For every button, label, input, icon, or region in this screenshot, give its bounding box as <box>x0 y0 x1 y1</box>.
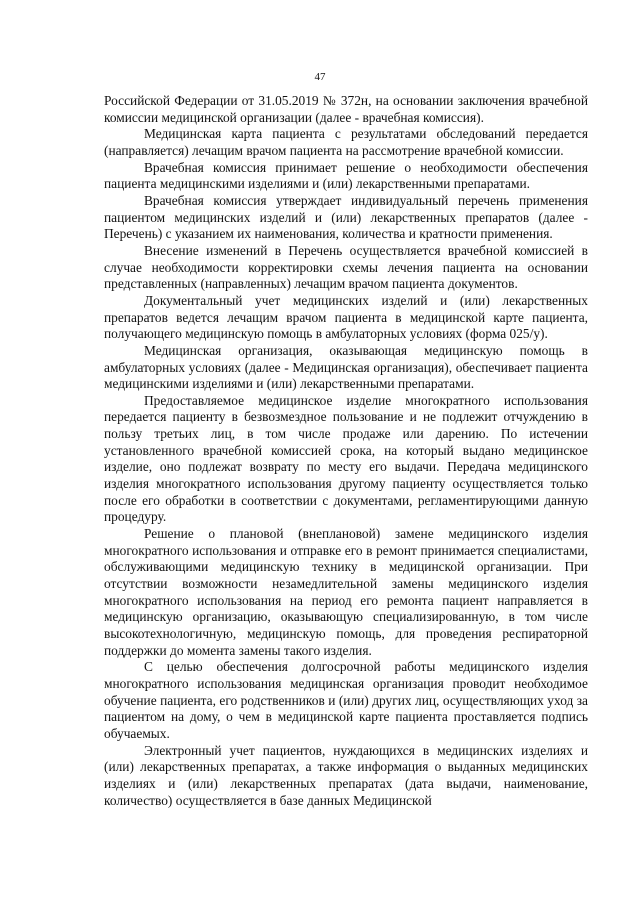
page-number: 47 <box>314 71 326 83</box>
paragraph: Медицинская карта пациента с результатами обследований передается (направляется) лечащим врачом пациента на рассмотрение врачебной комиссии. <box>104 126 588 158</box>
document-body <box>104 93 588 809</box>
paragraph: Предоставляемое медицинское изделие многократного использования передается пациенту в безвозмездное пользование и не подлежит отчуждению в пользу третьих лиц, в том числе продаже или дарению. По истечении установленного врачебной комиссией срока, на который выдано медицинское изделие, оно подлежат возврату по месту его выдачи. Передача медицинского изделия многократного использования другому пациенту осуществляется только после его обработки в соответствии с документами, регламентирующими данную процедуру. <box>104 392 588 525</box>
paragraph: Медицинская организация, оказывающая медицинскую помощь в амбулаторных условиях (далее - Медицинская организация), обеспечивает пациента медицинскими изделиями и (или) лекарственными препаратами. <box>104 342 588 392</box>
paragraph: Решение о плановой (внеплановой) замене медицинского изделия многократного использования и отправке его в ремонт принимается специалистами, обслуживающими медицинскую технику в медицинской организации. При отсутствии возможности незамедлительной замены медицинского изделия многократного использования на период его ремонта пациент направляется в медицинскую организацию, оказывающую специализированную, в том числе высокотехнологичную, медицинскую помощь, для проведения респираторной поддержки до момента замены такого изделия. <box>104 526 588 658</box>
paragraph: Врачебная комиссия утверждает индивидуальный перечень применения пациентом медицинских изделий и (или) лекарственных препаратов (далее - Перечень) с указанием их наименования, количества и кратности применения. <box>104 192 588 242</box>
paragraph: Врачебная комиссия принимает решение о необходимости обеспечения пациента медицинскими изделиями и (или) лекарственными препаратами. <box>104 159 588 192</box>
paragraph: С целью обеспечения долгосрочной работы медицинского изделия многократного использования медицинская организация проводит необходимое обучение пациента, его родственников и (или) других лиц, осуществляющих уход за пациентом на дому, о чем в медицинской карте пациента проставляется подпись обучаемых. <box>104 659 588 741</box>
paragraph: Внесение изменений в Перечень осуществляется врачебной комиссией в случае необходимости корректировки схемы лечения пациента на основании представленных (направленных) лечащим врачом пациента документов. <box>104 242 588 292</box>
paragraph: Документальный учет медицинских изделий и (или) лекарственных препаратов ведется лечащим врачом пациента в медицинской карте пациента, получающего медицинскую помощь в амбулаторных условиях (форма 025/у). <box>104 292 588 342</box>
paragraph: Электронный учет пациентов, нуждающихся в медицинских изделиях и (или) лекарственных препаратах, а также информация о выданных медицинских изделиях и (или) лекарственных препаратах (дата выдачи, наименование, количество) осуществляется в базе данных Медицинской <box>104 742 588 808</box>
paragraph: Российской Федерации от 31.05.2019 № 372н, на основании заключения врачебной комиссии медицинской организации (далее - врачебная комиссия). <box>104 93 588 125</box>
